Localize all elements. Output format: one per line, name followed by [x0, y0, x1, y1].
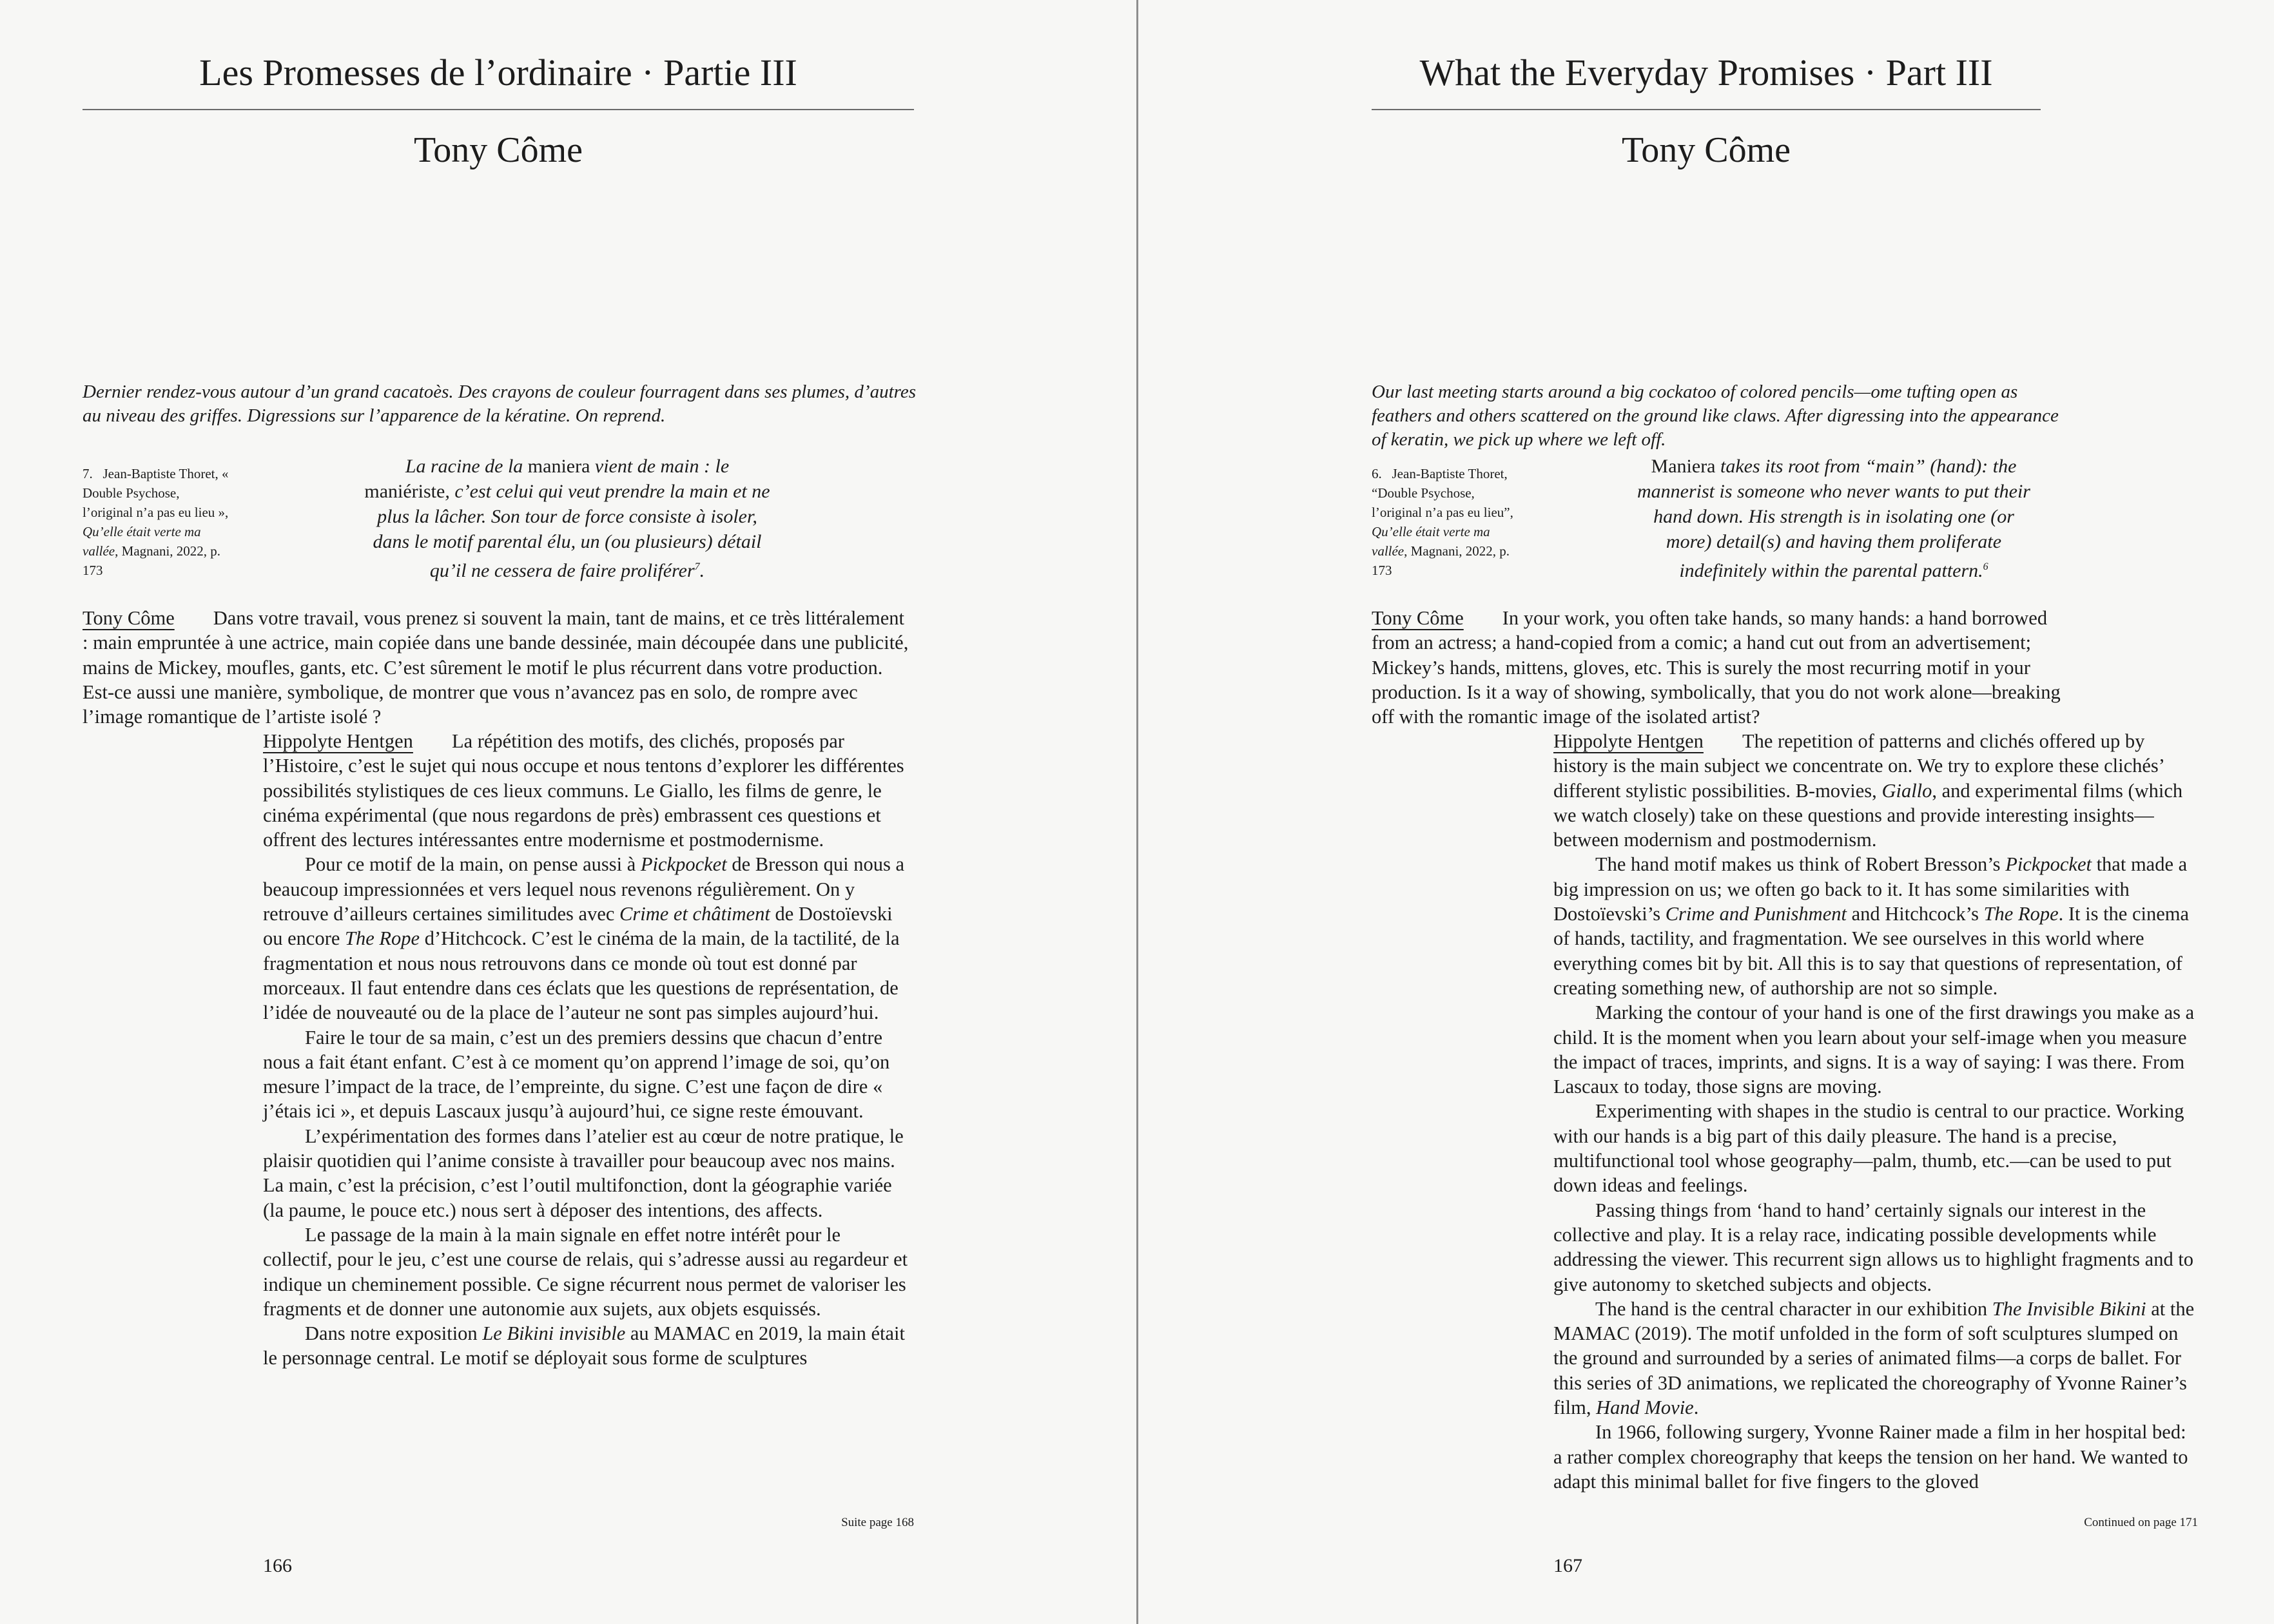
question-block: [1372, 606, 2081, 729]
continued-note: Continued on page 171: [2084, 1516, 2198, 1529]
answer-paragraph: Passing things from ‘hand to hand’ certainly signals our interest in the collective and play. It is a relay race, indicating possible developments while addressing the viewer. This recurrent sign allows us to highlight fragments and to give autonomy to sketched subjects and objects.: [1553, 1199, 2194, 1295]
footnote-text: Jean-Baptiste Thoret, “Double Psychose, l’original n’a pas eu lieu”,: [1372, 466, 1513, 520]
answer-paragraph: Experimenting with shapes in the studio is central to our practice. Working with our hands is a big part of this daily pleasure. The hand is a precise, multifunctional tool whose geography—palm, thumb, etc.—can be used to put down ideas and feelings.: [1553, 1100, 2184, 1197]
footnote-ref: 7: [694, 561, 700, 572]
answer-paragraph: Marking the contour of your hand is one of the first drawings you make as a child. It is the moment when you learn about your self-image when you measure the impact of traces, imprints, and signs. It is a way of saying: I was there. From Lascaux to today, those signs are moving.: [1553, 1001, 2195, 1098]
epigraph-quote: Maniera takes its root from “main” (hand): the mannerist is someone who never wants to put their hand down. His strength is in isolating one (or more) detail(s) and having them proliferate indefinitely within the parental pattern.$^6$: [1637, 456, 2030, 581]
page-number: 167: [1553, 1555, 1582, 1576]
answer-paragraph: The hand is the central character in our exhibition The Invisible Bikini at the MAMAC (2019). The motif unfolded in the form of soft sculptures slumped on the ground and surrounded by a series of animated films—a corps de ballet. For this series of 3D animations, we replicated the choreography of Yvonne Rainer’s film, Hand Movie.: [1553, 1297, 2195, 1419]
question-text: In your work, you often take hands, so many hands: a hand borrowed from an actress; a hand-copied from a comic; a hand cut out from an advertisement; Mickey’s hands, mittens, gloves, etc. This is surely the most recurring motif in your production. Is it a way of showing, symbolically, that you do not work alone—breaking off with the romantic image of the isolated artist?: [1372, 607, 2061, 728]
answer-paragraph: Dans notre exposition Le Bikini invisible au MAMAC en 2019, la main était le personnage central. Le motif se déployait sous forme de sculptures: [263, 1322, 905, 1369]
answer-paragraph: Le passage de la main à la main signale en effet notre intérêt pour le collectif, pour le jeu, c’est une course de relais, qui s’adresse aussi au regardeur et indique un cheminement possible. Ce signe récurrent nous permet de valoriser les fragments et de donner une autonomie aux sujets, aux objets esquissés.: [263, 1223, 908, 1320]
answer-paragraph: Faire le tour de sa main, c’est un des premiers dessins que chacun d’entre nous a fait étant enfant. C’est à ce moment qu’on apprend l’image de soi, qu’on mesure l’impact de la trace, de l’empreinte, du signe. C’est une façon de dire « j’étais ici », et depuis Lascaux jusqu’à aujourd’hui, ce signe reste émouvant.: [263, 1026, 890, 1123]
footnote-title: Qu’elle était verte ma vallée: [1372, 524, 1490, 559]
footnote-ref: 6: [1983, 561, 1988, 572]
answer-block: Hippolyte Hentgen The repetition of patterns and clichés offered up by history is the main subject we concentrate on. We try to explore these clichés’ different stylistic possibilities. B-movies, Giallo, and experimental films (which we watch closely) take on these questions and provide interesting insights—between modernism and postmodernism. The hand motif makes us think of Robert Bresson’s Pickpocket that made a big impression on us; we often go back to it. It has some similarities with Dostoïevski’s Crime and Punishment and Hitchcock’s The Rope. It is the cinema of hands, tactility, and fragmentation. We see ourselves in this world where everything comes bit by bit. All this is to say that questions of representation, of creating something new, of authorship are not so simple. Marking the contour of your hand is one of the first drawings you make as a child. It is the moment when you learn about your self-image when you measure the impact of traces, imprints, and signs. It is a way of saying: I was there. From Lascaux to today, those signs are moving. Experimenting with shapes in the studio is central to our practice. Working with our hands is a big part of this daily pleasure. The hand is a precise, multifunctional tool whose geography—palm, thumb, etc.—can be used to put down ideas and feelings. Passing things from ‘hand to hand’ certainly signals our interest in the collective and play. It is a relay race, indicating possible developments while addressing the viewer. This recurrent sign allows us to highlight fragments and to give autonomy to sketched subjects and objects. The hand is the central character in our exhibition The Invisible Bikini at the MAMAC (2019). The motif unfolded in the form of soft sculptures slumped on the ground and surrounded by a series of animated films—a corps de ballet. For this series of 3D animations, we replicated the choreography of Yvonne Rainer’s film, Hand Movie. In 1966, following surgery, Yvonne Rainer made a film in her hospital bed: a rather complex choreography that keeps the tension on her hand. We wanted to adapt this minimal ballet for five fingers to the gloved: [1553, 729, 2198, 1494]
answer-paragraph: In 1966, following surgery, Yvonne Rainer made a film in her hospital bed: a rather complex choreography that keeps the tension on her hand. We wanted to adapt this minimal ballet for five fingers to the gloved: [1553, 1421, 2188, 1493]
page-number: 166: [263, 1555, 292, 1576]
footnote-text: Jean-Baptiste Thoret, « Double Psychose, l’original n’a pas eu lieu »,: [83, 466, 229, 520]
footnote: [83, 464, 229, 580]
question-text: Dans votre travail, vous prenez si souvent la main, tant de mains, et ce très littéralement : main empruntée à une actrice, main copiée dans une bande dessinée, main découpée dans une publicité, mains de Mickey, moufles, gants, etc. C’est sûrement le motif le plus récurrent dans votre production. Est-ce aussi une manière, symbolique, de montrer que vous n’avancez pas en solo, de rompre avec l’image romantique de l’artiste isolé ?: [83, 607, 909, 728]
right-page: [1137, 0, 2274, 1624]
epigraph-quote: La racine de la maniera vient de main : le maniériste, c’est celui qui veut prendre la main et ne plus la lâcher. Son tour de force consiste à isoler, dans le motif parental élu, un (ou plusieurs) détail qu’il ne cessera de faire proliférer$^7$.: [364, 456, 770, 581]
answer-paragraph: Pour ce motif de la main, on pense aussi à Pickpocket de Bresson qui nous a beaucoup impressionnées et vers lequel nous revenons régulièrement. On y retrouve d’ailleurs certaines similitudes avec Crime et châtiment de Dostoïevski ou encore The Rope d’Hitchcock. C’est le cinéma de la main, de la tactilité, de la fragmentation et nous nous retrouvons dans ce monde où tout est donné par morceaux. Il faut entendre dans ces éclats que les questions de représentation, de l’idée de nouveauté ou de la place de l’auteur ne sont pas simples aujourd’hui.: [263, 853, 905, 1024]
author-name: Tony Côme: [1621, 130, 1791, 170]
speaker-label: Hippolyte Hentgen: [263, 730, 413, 752]
footnote-publisher: , Magnani, 2022, p. 173: [1372, 543, 1510, 578]
answer-paragraph: The hand motif makes us think of Robert Bresson’s Pickpocket that made a big impression on us; we often go back to it. It has some similarities with Dostoïevski’s Crime and Punishment and Hitchcock’s The Rope. It is the cinema of hands, tactility, and fragmentation. We see ourselves in this world where everything comes bit by bit. All this is to say that questions of representation, of creating something new, of authorship are not so simple.: [1553, 853, 2190, 999]
running-title: What the Everyday Promises · Part III: [1419, 52, 1993, 93]
intro-paragraph: Dernier rendez-vous autour d’un grand cacatoès. Des crayons de couleur fourragent dans ses plumes, d’autres au niveau des griffes. Digressions sur l’apparence de la kératine. On reprend.: [83, 382, 917, 426]
speaker-label: Tony Côme: [83, 607, 175, 629]
footnote-title: Qu’elle était verte ma vallée: [83, 524, 201, 559]
footnote: [1372, 464, 1513, 580]
intro-paragraph: Our last meeting starts around a big cockatoo of colored pencils—ome tufting open as feathers and others scattered on the ground like claws. After digressing into the appearance of keratin, we pick up where we left off.: [1372, 382, 2059, 450]
author-name: Tony Côme: [413, 130, 583, 170]
footnote-number: 6.: [1372, 466, 1382, 481]
speaker-label: Tony Côme: [1372, 607, 1464, 629]
answer-paragraph: L’expérimentation des formes dans l’atelier est au cœur de notre pratique, le plaisir quotidien qui l’anime consiste à travailler pour beaucoup avec nos mains. La main, c’est la précision, c’est l’outil multifonction, dont la géographie variée (la paume, le pouce etc.) nous sert à déposer des intentions, des affects.: [263, 1125, 904, 1221]
footnote-number: 7.: [83, 466, 93, 481]
answer-block: Hippolyte Hentgen La répétition des motifs, des clichés, proposés par l’Histoire, c’est le sujet qui nous occupe et nous tentons d’explorer les différentes possibilités stylistiques de ces lieux communs. Le Giallo, les films de genre, le cinéma expérimental (que nous regardons de près) embrassent ces questions et offrent des lectures intéressantes entre modernisme et postmodernisme. Pour ce motif de la main, on pense aussi à Pickpocket de Bresson qui nous a beaucoup impressionnées et vers lequel nous revenons régulièrement. On y retrouve d’ailleurs certaines similitudes avec Crime et châtiment de Dostoïevski ou encore The Rope d’Hitchcock. C’est le cinéma de la main, de la tactilité, de la fragmentation et nous nous retrouvons dans ce monde où tout est donné par morceaux. Il faut entendre dans ces éclats que les questions de représentation, de l’idée de nouveauté ou de la place de l’auteur ne sont pas simples aujourd’hui. Faire le tour de sa main, c’est un des premiers dessins que chacun d’entre nous a fait étant enfant. C’est à ce moment qu’on apprend l’image de soi, qu’on mesure l’impact de la trace, de l’empreinte, du signe. C’est une façon de dire « j’étais ici », et depuis Lascaux jusqu’à aujourd’hui, ce signe reste émouvant. L’expérimentation des formes dans l’atelier est au cœur de notre pratique, le plaisir quotidien qui l’anime consiste à travailler pour beaucoup avec nos mains. La main, c’est la précision, c’est l’outil multifonction, dont la géographie variée (la paume, le pouce etc.) nous sert à déposer des intentions, des affects. Le passage de la main à la main signale en effet notre intérêt pour le collectif, pour le jeu, c’est une course de relais, qui s’adresse aussi au regardeur et indique un cheminement possible. Ce signe récurrent nous permet de valoriser les fragments et de donner une autonomie aux sujets, aux objets esquissés. Dans notre exposition Le Bikini invisible au MAMAC en 2019, la main était le personnage central. Le motif se déployait sous forme de sculptures: [263, 729, 914, 1371]
speaker-label: Hippolyte Hentgen: [1553, 730, 1704, 752]
title-rule: [1372, 109, 2041, 110]
question-block: [83, 606, 914, 729]
title-rule: [83, 109, 914, 110]
continued-note: Suite page 168: [841, 1516, 914, 1529]
footnote-publisher: , Magnani, 2022, p. 173: [83, 543, 221, 578]
running-title: Les Promesses de l’ordinaire · Partie III: [199, 52, 797, 93]
